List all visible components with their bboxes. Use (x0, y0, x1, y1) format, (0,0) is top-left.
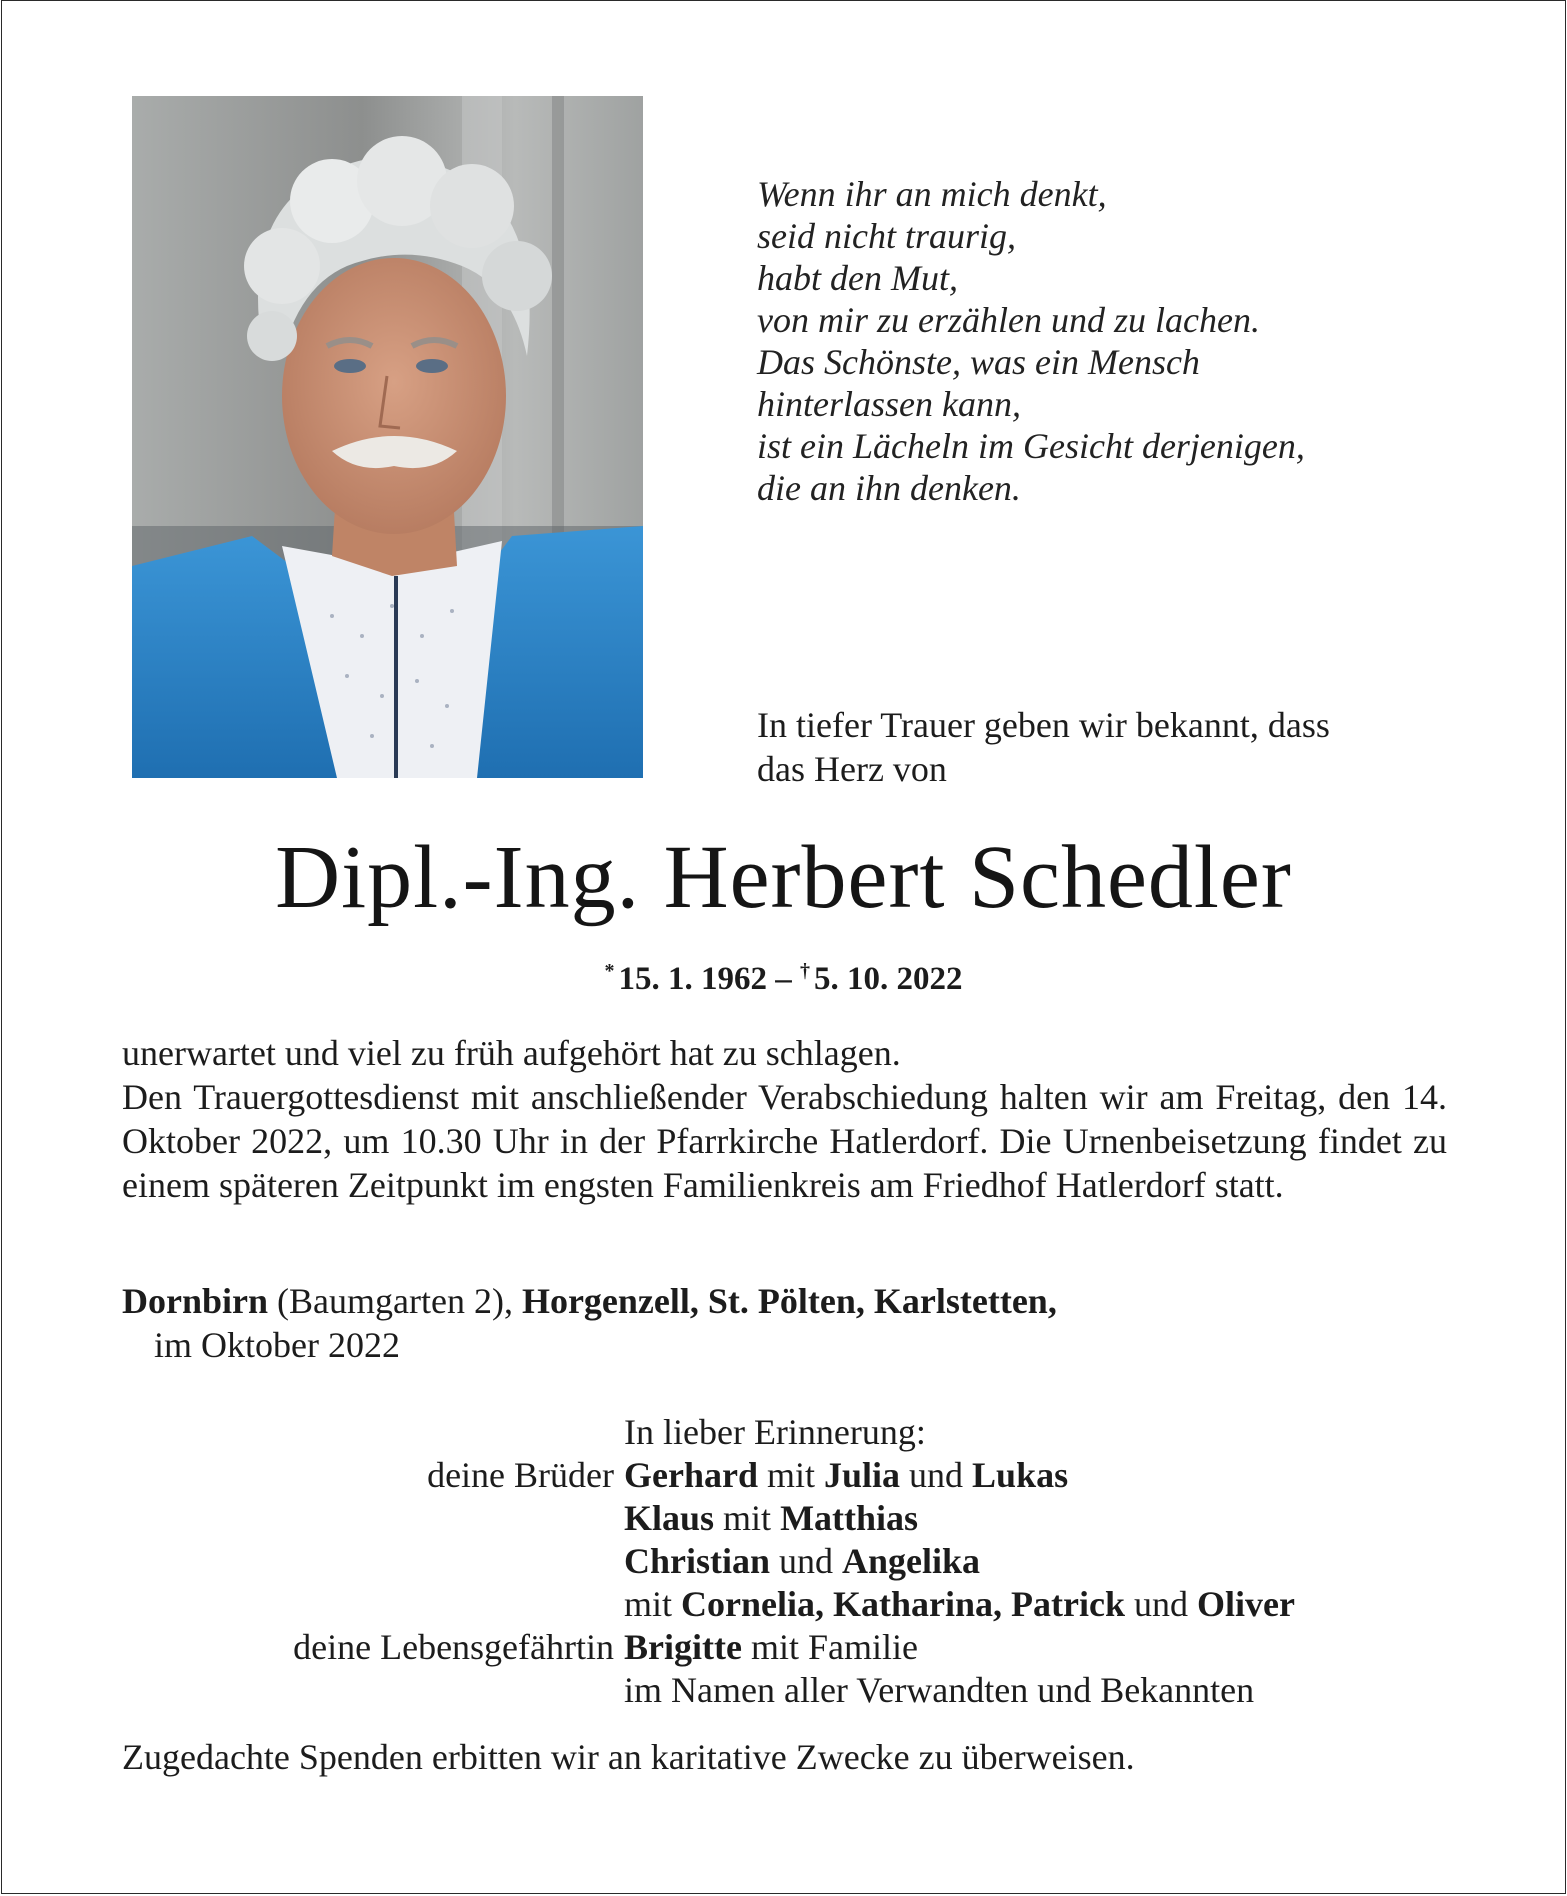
family-row: Christian und Angelika (624, 1541, 981, 1581)
poem-line: ist ein Lächeln im Gesicht derjenigen, (757, 426, 1305, 466)
birth-date: 15. 1. 1962 (618, 961, 767, 997)
announcement-line-2: das Herz von (757, 749, 947, 789)
place-others: Horgenzell, St. Pölten, Karlstetten, (521, 1281, 1057, 1321)
partner-label: deine Lebensgefährtin (293, 1627, 614, 1667)
deceased-name: Dipl.-Ing. Herbert Schedler (275, 828, 1292, 927)
death-date: 5. 10. 2022 (814, 961, 963, 997)
service-details (122, 1031, 1447, 1207)
brothers-label: deine Brüder (427, 1455, 614, 1495)
poem-line: Wenn ihr an mich denkt, (757, 174, 1107, 214)
family-row: Klaus mit Matthias (624, 1498, 919, 1538)
place-date: im Oktober 2022 (154, 1325, 400, 1365)
family-heading-row (122, 1411, 1452, 1454)
date-separator: – (767, 961, 800, 997)
places-and-date (122, 1279, 1422, 1367)
poem (757, 173, 1477, 509)
poem-line: die an ihn denken. (757, 468, 1021, 508)
donation-note: Zugedachte Spenden erbitten wir an karitative Zwecke zu überweisen. (122, 1737, 1135, 1777)
family-row (122, 1669, 1452, 1712)
poem-line: Das Schönste, was ein Mensch (757, 342, 1200, 382)
poem-line: von mir zu erzählen und zu lachen. (757, 300, 1260, 340)
announcement (757, 703, 1477, 791)
family-heading: In lieber Erinnerung: (624, 1412, 926, 1452)
poem-line: habt den Mut, (757, 258, 958, 298)
obituary-page (1, 0, 1566, 1894)
family-closing: im Namen aller Verwandten und Bekannten (624, 1670, 1255, 1710)
family-row: deine Brüder Gerhard mit Julia und Lukas (122, 1454, 1452, 1497)
place-city: Dornbirn (122, 1281, 269, 1321)
family-row: mit Cornelia, Katharina, Patrick und Oliver (624, 1584, 1295, 1624)
poem-line: seid nicht traurig, (757, 216, 1016, 256)
portrait-photo (132, 96, 643, 778)
portrait-illustration (132, 96, 643, 778)
body-paragraph-2: Den Trauergottesdienst mit anschließender Verabschiedung halten wir am Freitag, den 14. Oktober 2022, um 10.30 Uhr in der Pfarrkirche Hatlerdorf. Die Urnenbeisetzung findet zu einem späteren Zeitpunkt im engsten Familienkreis am Friedhof Hatlerdorf statt. (122, 1077, 1447, 1205)
announcement-line-1: In tiefer Trauer geben wir bekannt, dass (757, 705, 1330, 745)
mourners-list (122, 1411, 1452, 1712)
family-row: deine Lebensgefährtin Brigitte mit Familie (122, 1626, 1452, 1669)
birth-symbol: * (604, 960, 615, 982)
poem-line: hinterlassen kann, (757, 384, 1021, 424)
life-dates (2, 946, 1565, 1004)
body-paragraph-1: unerwartet und viel zu früh aufgehört hat zu schlagen. (122, 1033, 901, 1073)
death-symbol: † (800, 960, 810, 982)
place-address: (Baumgarten 2), (277, 1281, 513, 1321)
